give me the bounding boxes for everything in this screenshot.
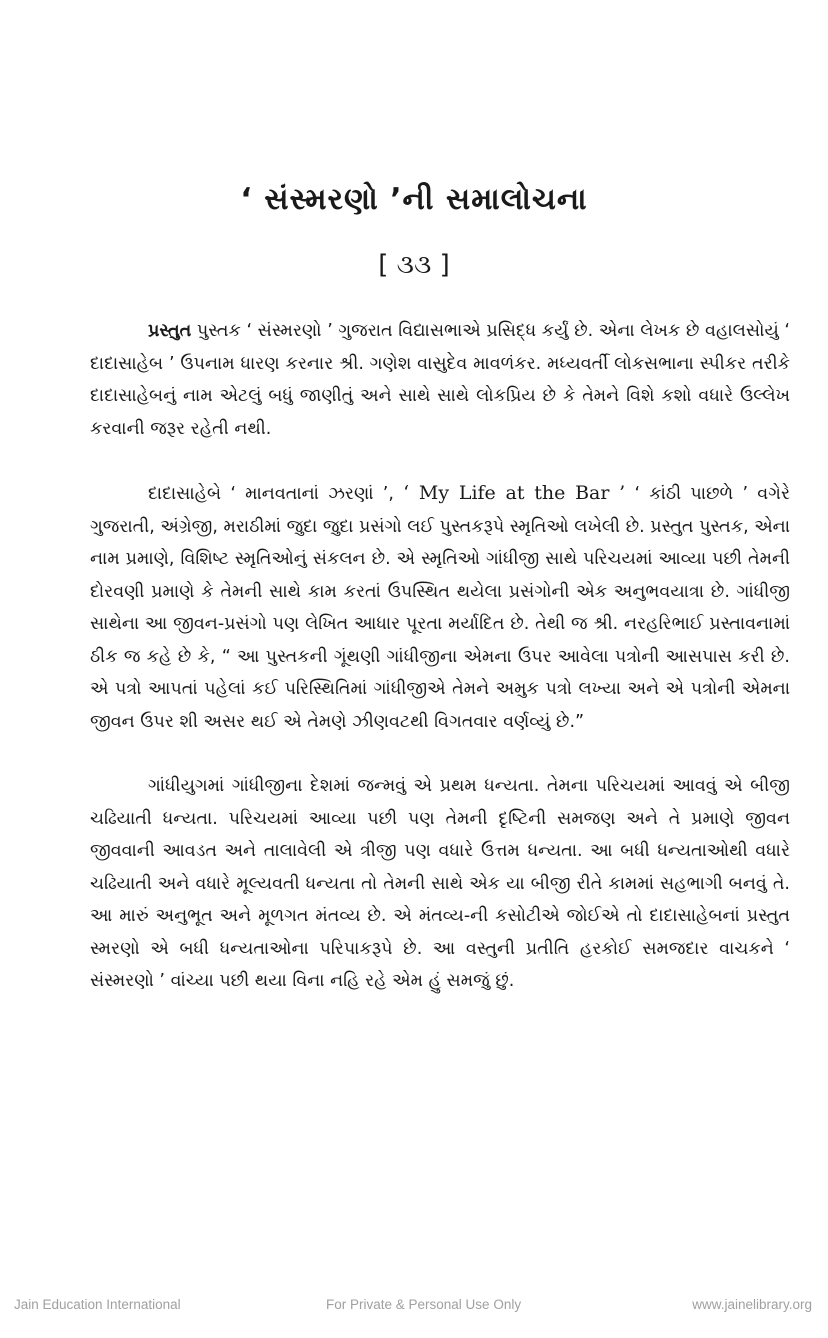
body-text: [90, 315, 790, 998]
paragraph-3: [90, 770, 790, 998]
footer-website: www.jainelibrary.org: [692, 1297, 812, 1312]
page-footer: [0, 1297, 828, 1319]
page-title: ‘ સંસ્મરણો ’ની સમાલોચના: [240, 182, 588, 217]
chapter-number: [ ૩૩ ]: [378, 250, 450, 280]
paragraph-1: [90, 315, 790, 445]
paragraph-2: [90, 477, 790, 738]
english-book-title: ‘ My Life at the Bar ’: [403, 482, 626, 504]
paragraph-text-before-english: દાદાસાહેબે ‘ માનવતાનાં ઝરણાં ’,: [148, 484, 404, 504]
paragraph-text: ‘ કાંઠી પાછળે ’ વગેરે ગુજરાતી, અંગ્રેજી, મરાઠીમાં જુદા જુદા પ્રસંગો લઈ પુસ્તકરૂપે સ્મૃતિઓ લખેલી છે. પ્રસ્તુત પુસ્તક, એના નામ પ્રમાણે, વિશિષ્ટ સ્મૃતિઓનું સંકલન છે. એ સ્મૃતિઓ ગાંધીજી સાથે પરિચયમાં આવ્યા પછી તેમની દોરવણી પ્રમાણે કે તેમની સાથે કામ કરતાં ઉપસ્થિત થયેલા પ્રસંગોની એક અનુભવયાત્રા છે. ગાંધીજી સાથેના આ જીવન-પ્રસંગો પણ લેખિત આધાર પૂરતા મર્યાદિત છે. તેથી જ શ્રી. નરહરિભાઈ પ્રસ્તાવનામાં ઠીક જ કહે છે કે, “ આ પુસ્તકની ગૂંથણી ગાંધીજીના એમના ઉપર આવેલા પત્રોની આસપાસ કરી છે. એ પત્રો આપતાં પહેલાં કઈ પરિસ્થિતિમાં ગાંધીજીએ તેમને અમુક પત્રો લખ્યા અને એ પત્રોની એમના જીવન ઉપર શી અસર થઈ એ તેમણે ઝીણવટથી વિગતવાર વર્ણવ્યું છે.”: [90, 484, 790, 732]
footer-usage-note: For Private & Personal Use Only: [326, 1297, 522, 1312]
paragraph-lead-word: પ્રસ્તુત: [148, 321, 192, 341]
paragraph-text: ગાંધીયુગમાં ગાંધીજીના દેશમાં જન્મવું એ પ્રથમ ધન્યતા. તેમના પરિચયમાં આવવું એ બીજી ચઢિયાતી ધન્યતા. પરિચયમાં આવ્યા પછી પણ તેમની દૃષ્ટિની સમજણ અને તે પ્રમાણે જીવન જીવવાની આવડત અને તાલાવેલી એ ત્રીજી પણ વધારે ઉત્તમ ધન્યતા. આ બધી ધન્યતાઓથી વધારે ચઢિયાતી અને વધારે મૂલ્યવતી ધન્યતા તો તેમની સાથે એક યા બીજી રીતે કામમાં સહભાગી બનવું તે. આ મારું અનુભૂત અને મૂળગત મંતવ્ય છે. એ મંતવ્ય-ની કસોટીએ જોઈએ તો દાદાસાહેબનાં પ્રસ્તુત સ્મરણો એ બધી ધન્યતાઓના પરિપાકરૂપે છે. આ વસ્તુની પ્રતીતિ હરકોઈ સમજદાર વાચકને ‘ સંસ્મરણો ’ વાંચ્યા પછી થયા વિના નહિ રહે એમ હું સમજું છું.: [90, 776, 790, 991]
footer-publisher: Jain Education International: [14, 1297, 181, 1312]
paragraph-text: પુસ્તક ‘ સંસ્મરણો ’ ગુજરાત વિદ્યાસભાએ પ્રસિદ્ધ કર્યું છે. એના લેખક છે વહાલસોયું ‘ દાદાસાહેબ ’ ઉપનામ ધારણ કરનાર શ્રી. ગણેશ વાસુદેવ માવળંકર. મધ્યવર્તી લોકસભાના સ્પીકર તરીકે દાદાસાહેબનું નામ એટલું બધું જાણીતું અને સાથે સાથે લોકપ્રિય છે કે તેમને વિશે કશો વધારે ઉલ્લેખ કરવાની જરૂર રહેતી નથી.: [90, 321, 790, 439]
